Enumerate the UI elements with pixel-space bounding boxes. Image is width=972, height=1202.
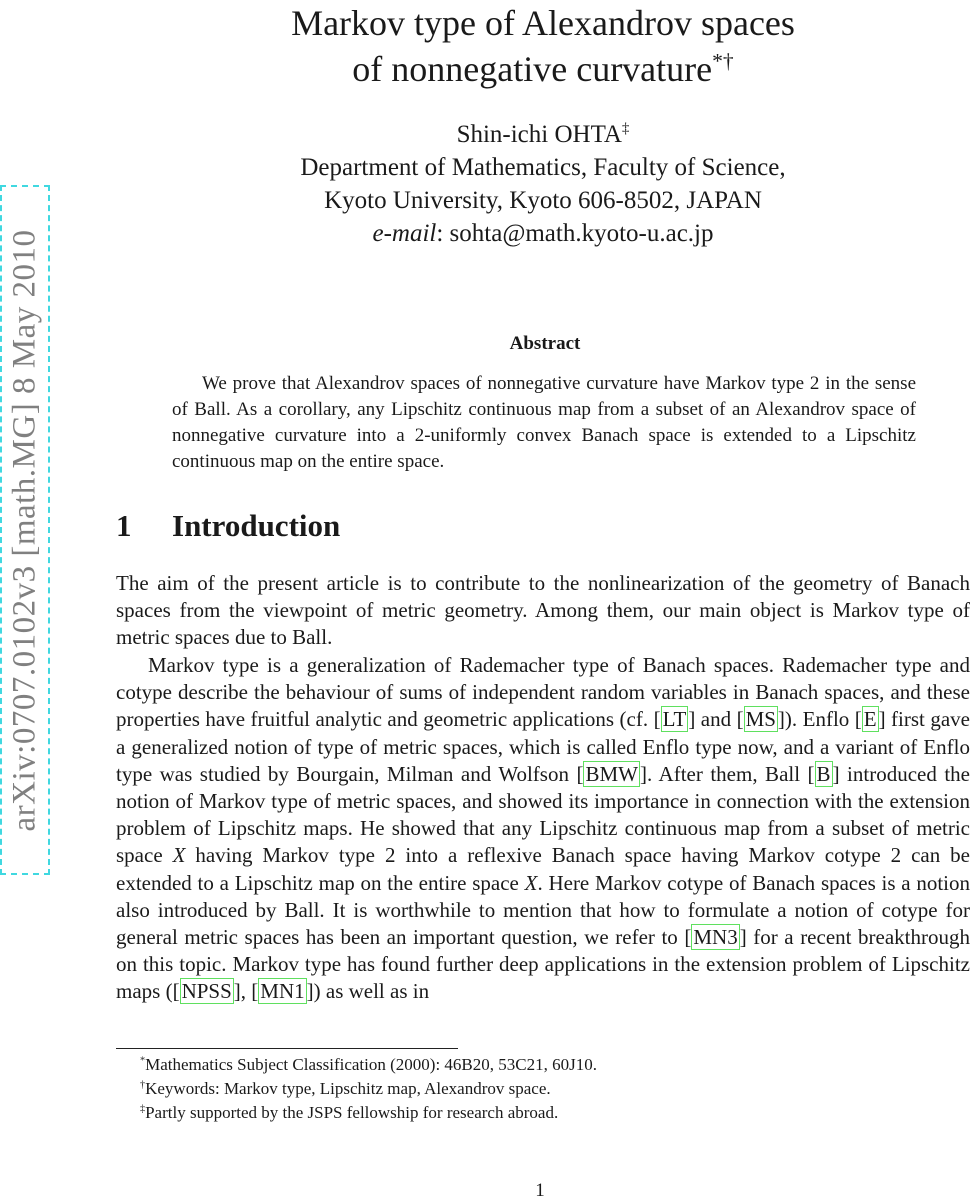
citation-link-e[interactable]: E [863, 707, 877, 732]
footnote-mark: † [140, 1079, 146, 1091]
citation-link-npss[interactable]: NPSS [181, 979, 232, 1004]
paragraph-text: ) as well as in [313, 979, 430, 1004]
email-address: : sohta@math.kyoto-u.ac.jp [436, 220, 714, 247]
footnote-item [140, 1053, 940, 1077]
citation-link-mn3[interactable]: MN3 [693, 925, 738, 950]
paragraph-1: The aim of the present article is to contribute to the nonlinearization of the geometry of Banach spaces from the viewpoint of metric geometry. Among them, our main object is Markov type of metric spaces due to Ball. [116, 571, 970, 650]
footnote-item [140, 1077, 940, 1101]
author-block [200, 118, 886, 250]
footnote-mark: ‡ [140, 1103, 146, 1115]
citation-link-bmw[interactable]: BMW [585, 761, 638, 786]
citation-link-lt[interactable]: LT [662, 707, 687, 732]
paragraph-text: and [695, 707, 737, 732]
paragraph-text: . Here Markov cotype of Banach spaces is a notion also introduced by Ball. It is worthwhile to mention that how to formulate a notion of cotype for general metric spaces has been an important question, we refer to [116, 870, 970, 950]
title-line-1: Markov type of Alexandrov spaces [291, 3, 795, 43]
section-heading [116, 508, 340, 544]
paragraph-text: . After them, Ball [646, 761, 808, 786]
footnote-mark: * [140, 1055, 146, 1067]
citation-link-mn1[interactable]: MN1 [260, 979, 305, 1004]
section-number: 1 [116, 508, 132, 543]
title-footnote-marks: *† [712, 49, 734, 73]
paragraph-text: first gave a generalized notion of type of metric spaces, which is called Enflo type now, and a variant of Enflo type was studied by Bourgain, Milman and Wolfson [116, 707, 970, 786]
arxiv-stamp-text: arXiv:0707.0102v3 [math.MG] 8 May 2010 [6, 229, 43, 831]
footnotes [140, 1053, 940, 1125]
author-footnote-mark: ‡ [621, 120, 630, 137]
paragraph-text: introduced the notion of Markov type of metric spaces, and showed its importance in connection with the extension problem of Lipschitz maps. He showed that any Lipschitz continuous map from a subset of metric space [116, 761, 970, 868]
arxiv-stamp[interactable] [0, 185, 50, 875]
paragraph-text: Markov type is a generalization of Rademacher type of Banach spaces. Rademacher type and cotype describe the behaviour of sums of independent random variables in Banach spaces, and these properties have fruitful analytic and geometric applications (cf. [116, 653, 970, 732]
email-line [200, 217, 886, 250]
footnote-text: Partly supported by the JSPS fellowship for research abroad. [145, 1103, 559, 1122]
affiliation-line-2: Kyoto University, Kyoto 606-8502, JAPAN [324, 187, 762, 214]
abstract-text: We prove that Alexandrov spaces of nonnegative curvature have Markov type 2 in the sense of Ball. As a corollary, any Lipschitz continuous map from a subset of an Alexandrov space of nonnegative curvature into a 2-uniformly convex Banach space is extended to a Lipschitz continuous map on the entire space. [172, 373, 916, 472]
title-line-2: of nonnegative curvature [352, 49, 713, 89]
section-title: Introduction [172, 508, 341, 543]
email-label: e-mail [372, 220, 437, 247]
citation-link-ms[interactable]: MS [745, 707, 776, 732]
citation-link-b[interactable]: B [816, 761, 831, 786]
footnote-item [140, 1101, 940, 1125]
paragraph-text: ). Enflo [784, 707, 855, 732]
author-name: Shin-ichi OHTA [456, 121, 622, 148]
paper-title [200, 0, 886, 92]
paragraph-text: for a recent breakthrough on this topic. Markov type has found further deep applications in the extension problem of Lipschitz maps ( [116, 925, 971, 1004]
paragraph-text: having Markov type 2 into a reflexive Banach space having Markov cotype 2 can be extended to a Lipschitz map on the entire space [116, 843, 970, 895]
page-number: 1 [535, 1180, 545, 1201]
paragraph-2: Markov type is a generalization of Rademacher type of Banach spaces. Rademacher type and cotype describe the behaviour of sums of independent random variables in Banach spaces, and these properties have fruitful analytic and geometric applications (cf. [LT] and [MS]). Enflo [E] first gave a generalized notion of type of metric spaces, which is called Enflo type now, and a variant of Enflo type was studied by Bourgain, Milman and Wolfson [BMW]. After them, Ball [B] introduced the notion of Markov type of metric spaces, and showed its importance in connection with the extension problem of Lipschitz maps. He showed that any Lipschitz continuous map from a subset of metric space X having Markov type 2 into a reflexive Banach space having Markov cotype 2 can be extended to a Lipschitz map on the entire space X. Here Markov cotype of Banach spaces is a notion also introduced by Ball. It is worthwhile to mention that how to formulate a notion of cotype for general metric spaces has been an important question, we refer to [MN3] for a recent breakthrough on this topic. Markov type has found further deep applications in the extension problem of Lipschitz maps ([NPSS], [MN1]) as well as in [116, 653, 971, 1004]
footnote-text: Keywords: Markov type, Lipschitz map, Alexandrov space. [145, 1079, 551, 1098]
affiliation-line-1: Department of Mathematics, Faculty of Science, [300, 154, 786, 181]
math-symbol-x: X [524, 870, 538, 895]
abstract-heading: Abstract [509, 333, 581, 354]
footnote-text: Mathematics Subject Classification (2000): 46B20, 53C21, 60J10. [145, 1055, 597, 1074]
paragraph-text: , [240, 979, 252, 1004]
footnote-rule [116, 1048, 458, 1049]
math-symbol-x: X [172, 843, 186, 868]
